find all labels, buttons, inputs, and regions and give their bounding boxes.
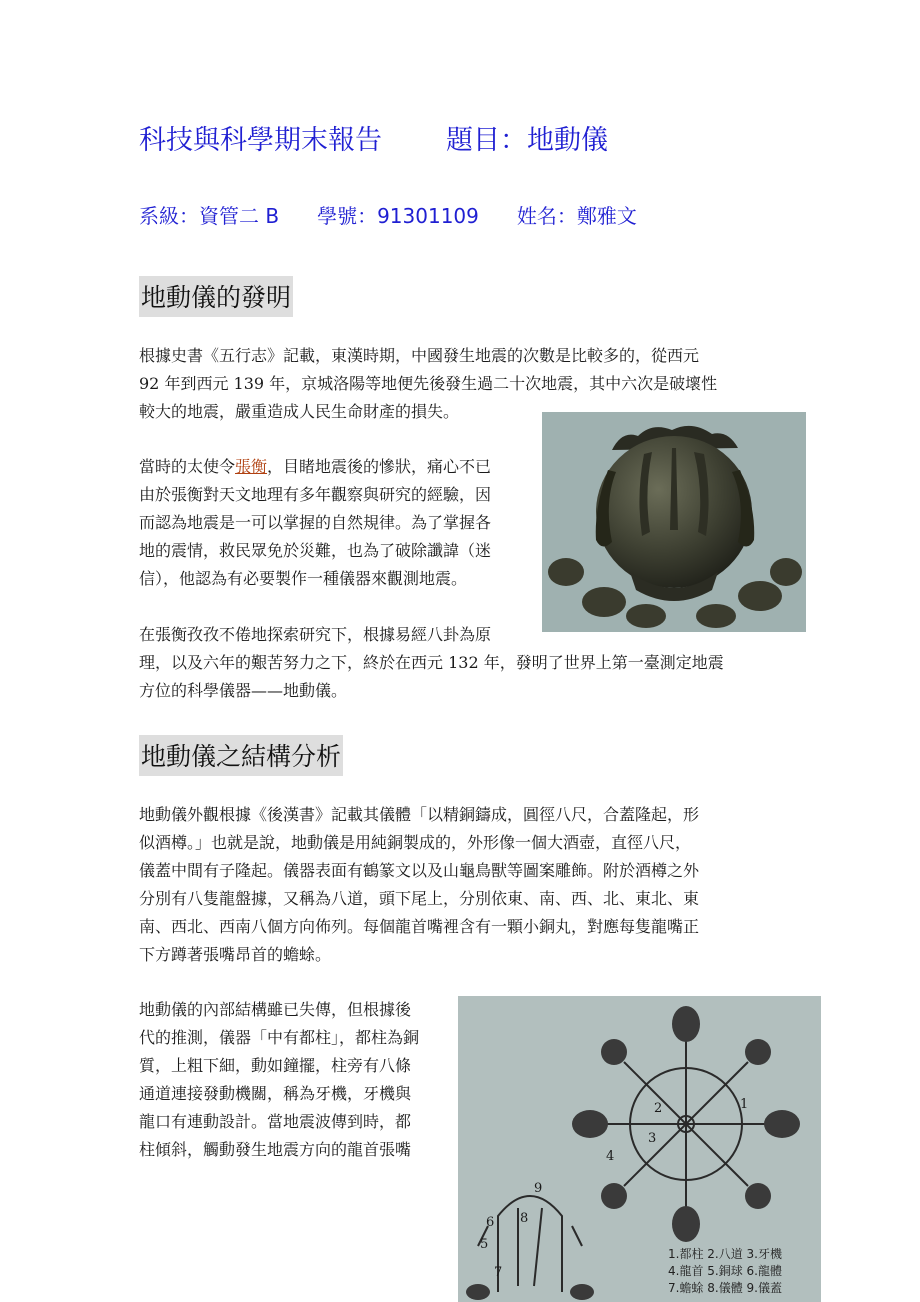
text-line: 代的推測，儀器「中有都柱」，都柱為銅 — [139, 1028, 420, 1047]
section-heading-structure: 地動儀之結構分析 — [139, 735, 343, 776]
text-line: 理，以及六年的艱苦努力之下，終於在西元 132 年，發明了世界上第一臺測定地震 — [139, 653, 724, 672]
callout-number: 4 — [606, 1149, 615, 1164]
text-line: 柱傾斜，觸動發生地震方向的龍首張嘴 — [139, 1140, 412, 1159]
seismograph-photo — [542, 412, 806, 632]
student-name-label: 姓名：鄭雅文 — [516, 204, 637, 228]
text-line: 下方蹲著張嘴昂首的蟾蜍。 — [139, 945, 332, 964]
callout-number: 5 — [480, 1237, 489, 1252]
text-line: 地的震情，救民眾免於災難，也為了破除讖諱（迷 — [139, 541, 492, 560]
legend-line: 7.蟾蜍 8.儀體 9.儀蓋 — [668, 1281, 782, 1295]
text-line — [139, 453, 541, 481]
section-heading-invention: 地動儀的發明 — [139, 276, 293, 317]
text-line: 由於張衡對天文地理有多年觀察與研究的經驗，因 — [139, 485, 492, 504]
text-line: 而認為地震是一可以掌握的自然規律。為了掌握各 — [139, 513, 492, 532]
callout-number: 7 — [494, 1265, 503, 1280]
text-line: 質，上粗下細，動如鐘擺，柱旁有八條 — [139, 1056, 412, 1075]
text-line: 地動儀的內部結構雖已失傳，但根據後 — [139, 1000, 412, 1019]
text-line: 南、西北、西南八個方向佈列。每個龍首嘴裡含有一顆小銅丸，對應每隻龍嘴正 — [139, 917, 700, 936]
text-line: 通道連接發動機關，稱為牙機，牙機與 — [139, 1084, 412, 1103]
student-id-label: 學號：91301109 — [317, 204, 479, 228]
report-title — [139, 118, 608, 157]
text-line: 較大的地震，嚴重造成人民生命財產的損失。 — [139, 402, 460, 421]
text-line: 分別有八隻龍盤據，又稱為八道，頭下尾上，分別依東、南、西、北、東北、東 — [139, 889, 700, 908]
text-line: 似酒樽。」也就是說，地動儀是用純銅製成的，外形像一個大酒壺，直徑八尺， — [139, 833, 692, 852]
legend-line: 1.都柱 2.八道 3.牙機 — [668, 1247, 782, 1261]
callout-number: 9 — [534, 1181, 543, 1196]
diagram-legend — [668, 1246, 782, 1297]
text-line: 信），他認為有必要製作一種儀器來觀測地震。 — [139, 569, 468, 588]
seismograph-photo-illustration — [542, 412, 806, 632]
department-label: 系級：資管二 B — [139, 204, 280, 228]
text-rest: ，目睹地震後的慘狀，痛心不已 — [267, 457, 492, 476]
text-prefix: 當時的太使令 — [139, 457, 236, 476]
callout-number: 3 — [648, 1131, 657, 1146]
text-line: 地動儀外觀根據《後漢書》記載其儀體「以精銅鑄成，圓徑八尺，合蓋隆起，形 — [139, 805, 700, 824]
text-line: 根據史書《五行志》記載，東漢時期，中國發生地震的次數是比較多的，從西元 — [139, 346, 700, 365]
text-line: 方位的科學儀器——地動儀。 — [139, 681, 348, 700]
paragraph-zhang-heng — [139, 453, 541, 593]
paragraph-invention — [139, 621, 781, 705]
text-line: 儀蓋中間有子隆起。儀器表面有鶴篆文以及山龜鳥獸等圖案雕飾。附於酒樽之外 — [139, 861, 700, 880]
student-info — [139, 200, 675, 229]
paragraph-appearance — [139, 801, 781, 969]
report-title-left: 科技與科學期末報告 — [139, 125, 382, 156]
structure-diagram — [458, 996, 821, 1302]
callout-number: 1 — [740, 1097, 749, 1112]
zhang-heng-link[interactable]: 張衡 — [235, 457, 268, 476]
report-title-right: 題目：地動儀 — [446, 125, 608, 156]
legend-line: 4.龍首 5.銅球 6.龍體 — [668, 1264, 782, 1278]
text-line: 92 年到西元 139 年，京城洛陽等地便先後發生過二十次地震，其中六次是破壞性 — [139, 374, 718, 393]
callout-number: 2 — [654, 1101, 663, 1116]
text-line: 在張衡孜孜不倦地探索研究下，根據易經八卦為原 — [139, 625, 492, 644]
text-line: 龍口有連動設計。當地震波傳到時，都 — [139, 1112, 412, 1131]
paragraph-internal-structure — [139, 996, 457, 1164]
callout-number: 6 — [486, 1215, 495, 1230]
callout-number: 8 — [520, 1211, 529, 1226]
